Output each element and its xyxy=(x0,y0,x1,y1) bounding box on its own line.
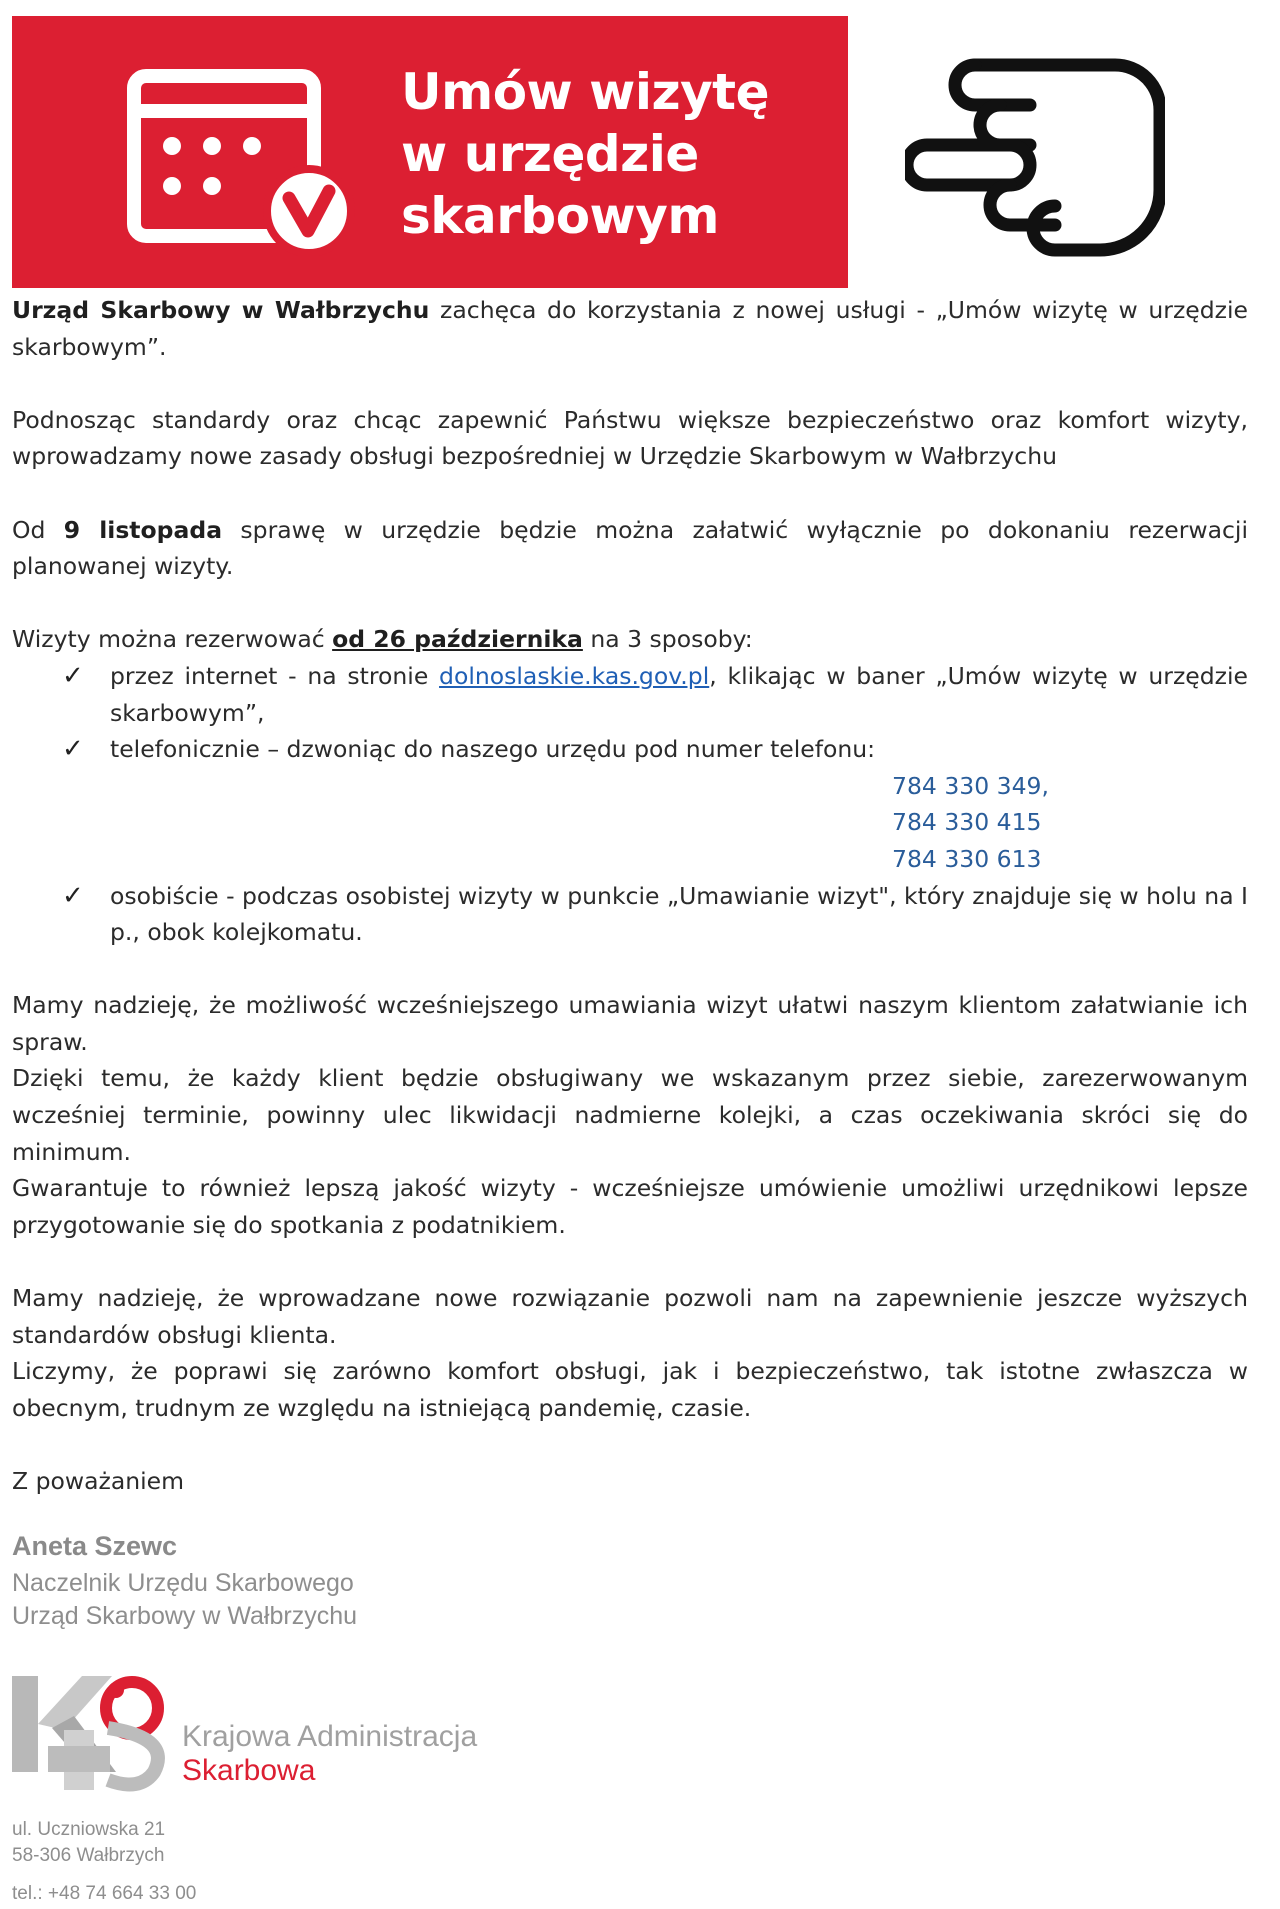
closing: Z poważaniem xyxy=(12,1467,184,1495)
address-city: 58-306 Wałbrzych xyxy=(12,1845,165,1866)
list-item-personal xyxy=(12,878,1248,951)
date-text-a: Od xyxy=(12,515,64,544)
start-date: 9 listopada xyxy=(63,515,223,544)
safety-paragraph: Liczymy, że poprawi się zarówno komfort obsługi, jak i bezpieczeństwo, tak istotne zwłaszcza w obecnym, trudnym ze względu na istniejącą pandemię, czasie. xyxy=(12,1357,1248,1422)
booking-date: od 26 października xyxy=(332,625,583,654)
ways-intro-b: na 3 sposoby: xyxy=(582,625,753,654)
signature-block xyxy=(12,1530,357,1633)
intro-paragraph xyxy=(12,292,1248,365)
checkmark-icon: ✓ xyxy=(62,734,84,765)
date-text-b: sprawę w urzędzie będzie można załatwić wyłącznie po dokonaniu rezerwacji planowanej wizyty. xyxy=(12,515,1248,581)
address-phone[interactable]: tel.: +48 74 664 33 00 xyxy=(12,1883,197,1904)
banner-title xyxy=(401,61,841,247)
hope-paragraph: Mamy nadzieję, że możliwość wcześniejszego umawiania wizyt ułatwi naszym klientom załatwianie ich spraw. xyxy=(12,991,1248,1056)
benefit-paragraph: Dzięki temu, że każdy klient będzie obsługiwany we wskazanym przez siebie, zarezerwowanym wcześniej terminie, powinny ulec likwidacji nadmierne kolejki, a czas oczekiwania skróci się do minimum. xyxy=(12,1064,1248,1166)
quality-paragraph: Gwarantuje to również lepszą jakość wizyty - wcześniejsze umówienie umożliwi urzędnikowi lepsze przygotowanie się do spotkania z podatnikiem. xyxy=(12,1174,1248,1239)
phone-text: telefonicznie – dzwoniąc do naszego urzędu pod numer telefonu: xyxy=(110,735,876,764)
kas-website-link[interactable]: dolnoslaskie.kas.gov.pl xyxy=(439,661,710,690)
kas-logo-icon xyxy=(12,1668,172,1792)
phone-number[interactable]: 784 330 349, xyxy=(892,771,1049,800)
phone-numbers xyxy=(110,768,1248,878)
booking-methods-list xyxy=(12,658,1248,951)
letter-body xyxy=(12,292,1248,1536)
banner-title-line: skarbowym xyxy=(401,187,719,245)
checkmark-icon: ✓ xyxy=(62,880,84,911)
standards-paragraph: Podnosząc standardy oraz chcąc zapewnić Państwu większe bezpieczeństwo oraz komfort wizyty, wprowadzamy nowe zasady obsługi bezpośredniej w Urzędzie Skarbowym w Wałbrzychu xyxy=(12,405,1248,471)
hand-pointing-left-icon xyxy=(905,50,1165,265)
date-paragraph xyxy=(12,512,1248,585)
banner-title-line: Umów wizytę xyxy=(401,63,769,121)
kas-logo-text xyxy=(182,1720,477,1788)
signatory-name: Aneta Szewc xyxy=(12,1531,178,1561)
logo-line-2: Skarbowa xyxy=(182,1754,316,1787)
calendar-check-icon xyxy=(124,66,356,256)
phone-number[interactable]: 784 330 415 xyxy=(892,808,1042,837)
logo-line-1: Krajowa Administracja xyxy=(182,1720,478,1753)
checkmark-icon: ✓ xyxy=(62,660,84,691)
banner-title-line: w urzędzie xyxy=(401,125,699,183)
office-address xyxy=(12,1817,196,1907)
personal-text: osobiście - podczas osobistej wizyty w punkcie „Umawianie wizyt", który znajduje się w holu na I p., obok kolejkomatu. xyxy=(110,881,1248,947)
ways-intro xyxy=(12,621,1248,658)
list-item-phone xyxy=(12,731,1248,877)
signatory-office: Urząd Skarbowy w Wałbrzychu xyxy=(12,1602,358,1630)
internet-text-b: , klikając w baner „Umów wizytę w urzędzie skarbowym”, xyxy=(110,661,1249,727)
address-street: ul. Uczniowska 21 xyxy=(12,1819,166,1840)
list-item-internet xyxy=(12,658,1248,731)
office-name: Urząd Skarbowy w Wałbrzychu xyxy=(12,296,430,324)
phone-number[interactable]: 784 330 613 xyxy=(892,844,1042,873)
ways-intro-a: Wizyty można rezerwować xyxy=(12,625,333,654)
standards-hope-paragraph: Mamy nadzieję, że wprowadzane nowe rozwiązanie pozwoli nam na zapewnienie jeszcze wyższych standardów obsługi klienta. xyxy=(12,1284,1248,1349)
signatory-title: Naczelnik Urzędu Skarbowego xyxy=(12,1569,354,1597)
intro-text: zachęca do korzystania z nowej usługi - „Umów wizytę w urzędzie skarbowym”. xyxy=(12,296,1248,361)
banner xyxy=(12,16,848,288)
internet-text-a: przez internet - na stronie xyxy=(110,661,440,690)
